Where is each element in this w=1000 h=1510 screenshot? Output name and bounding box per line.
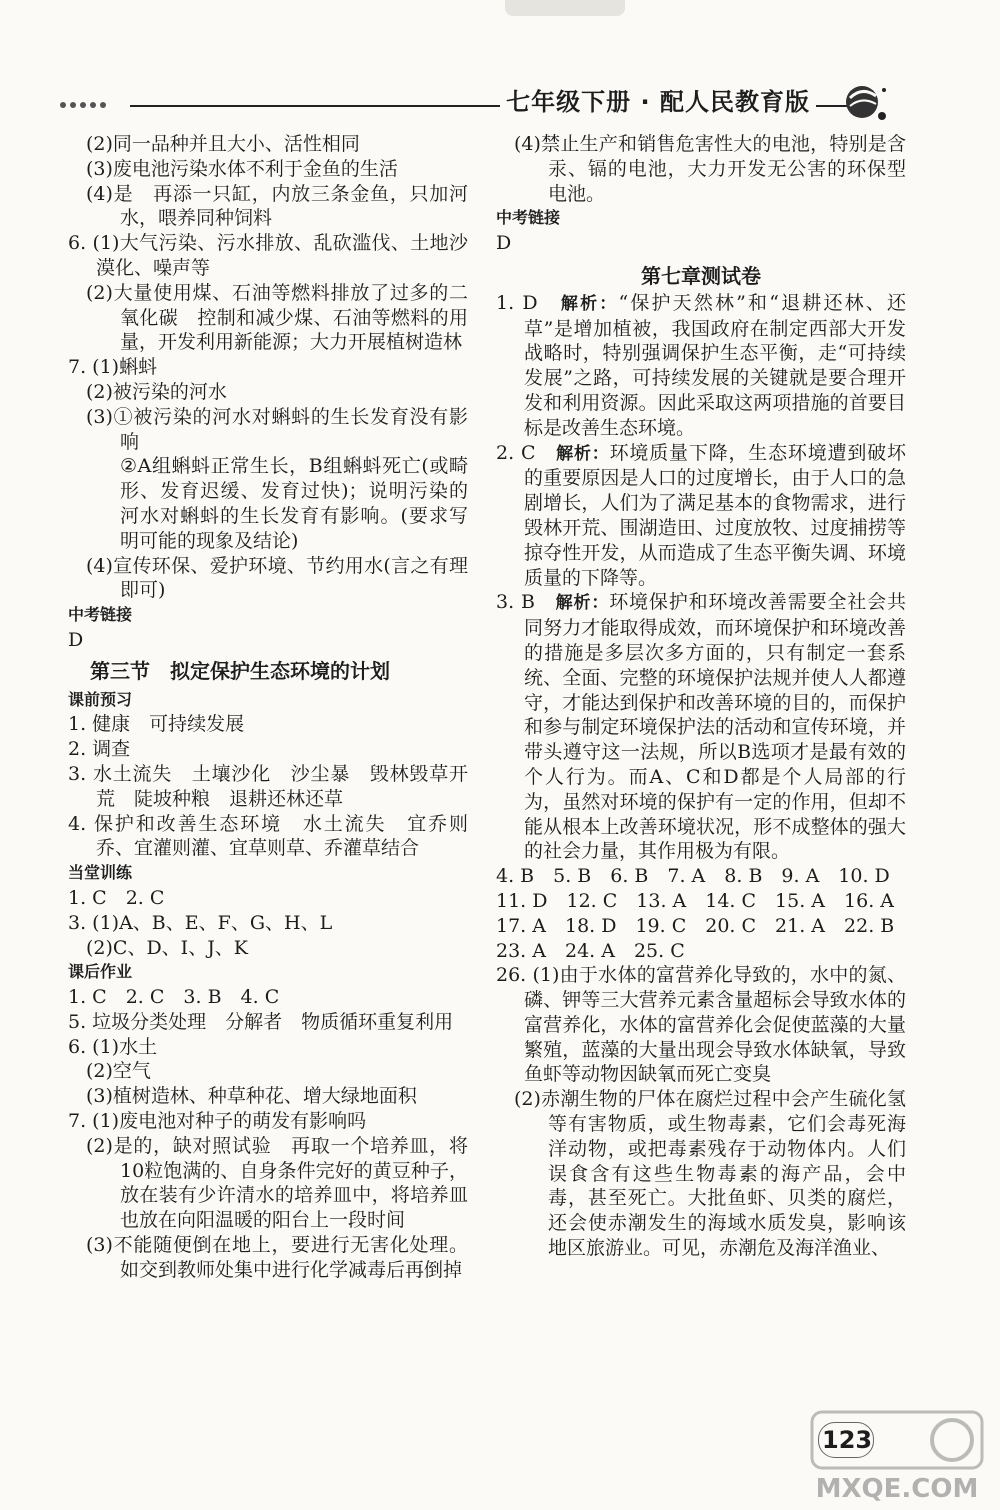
answer-line: 1. C 2. C <box>68 886 165 909</box>
answer-line: 26. (1)由于水体的富营养化导致的，水中的氮、磷、钾等三大营养元素含量超标会导致水体的富营养化，水体的富营养化会促使蓝藻的大量繁殖，蓝藻的大量出现会导致水体缺氧，导致鱼虾等动物因缺氧而死亡变臭 <box>496 964 906 1086</box>
preview-label: 课前预习 <box>68 689 133 709</box>
answer-line: 2. 调查 <box>68 738 131 761</box>
analysis-text: 环境保护和环境改善需要全社会共同努力才能取得成效，而环境保护和环境改善的措施是多层次多方面的，只有制定一套系统、全面、完整的环境保护法规并使人人都遵守，才能达到保护和改善环境的目的，而保护和参与制定环境保护法的活动和宣传环境，并带头遵守这一法规，所以B选项才是最有效的个人行为。而A、C和D都是个人局部的行为，虽然对环境的保护有一定的作用，但却不能从根本上改善环境状况，形不成整体的强大的社会力量，其作用极为有限。 <box>524 591 906 863</box>
zhongkao-answer: D <box>496 232 512 255</box>
answer-line: (3)不能随便倒在地上，要进行无害化处理。如交到教师处集中进行化学减毒后再倒掉 <box>86 1234 468 1281</box>
answer-line: (3)植树造林、种草种花、增大绿地面积 <box>86 1085 417 1108</box>
answer-line: 1. 健康 可持续发展 <box>68 713 245 736</box>
analysis-tag: 解析： <box>556 443 610 464</box>
answer-line: (2)是的，缺对照试验 再取一个培养皿，将10粒饱满的、自身条件完好的黄豆种子，放在装有少许清水的培养皿中，将培养皿也放在向阳温暖的阳台上一段时间 <box>86 1134 468 1232</box>
answer-line: (4)是 再添一只缸，内放三条金鱼，只加河水，喂养同种饲料 <box>86 182 468 230</box>
answer-choice: 1. D <box>496 291 538 314</box>
answer-line: 23. A 24. A 25. C <box>496 939 685 962</box>
header-title: 七年级下册 · 配人民教育版 <box>500 82 816 117</box>
answer-line: 1. C 2. C 3. B 4. C <box>68 986 280 1009</box>
watermark-text: MXQE.COM <box>815 1474 979 1504</box>
zhongkao-label: 中考链接 <box>496 208 561 228</box>
answer-line: ②A组蝌蚪正常生长，B组蝌蚪死亡(或畸形、发育迟缓、发育过快)；说明污染的河水对蝌蚪的生长发育有影响。(要求写明可能的现象及结论) <box>120 455 468 552</box>
watermark <box>802 1404 992 1504</box>
answer-line: (2)同一品种并且大小、活性相同 <box>86 133 360 155</box>
answer-line: (2)空气 <box>86 1060 151 1083</box>
zhongkao-label: 中考链接 <box>68 605 133 625</box>
section-title: 第三节 拟定保护生态环境的计划 <box>90 658 390 683</box>
answer-line: 3. (1)A、B、E、F、G、H、L <box>68 911 333 934</box>
answer-line: (4)宣传环保、爱护环境、节约用水(言之有理即可) <box>86 554 468 602</box>
page-header <box>60 78 940 118</box>
answer-line: 7. (1)废电池对种子的萌发有影响吗 <box>68 1110 367 1133</box>
answer-line: (3)①被污染的河水对蝌蚪的生长发育没有影响 <box>86 405 468 453</box>
answer-line: 6. (1)水土 <box>68 1035 158 1058</box>
answer-line: (4)禁止生产和销售危害性大的电池，特别是含汞、镉的电池，大力开发无公害的环保型电池。 <box>514 133 906 205</box>
left-column <box>68 132 468 1283</box>
answer-line: 3. 水土流失 土壤沙化 沙尘暴 毁林毁草开荒 陡坡种粮 退耕还林还草 <box>68 762 468 810</box>
analysis-text: “保护天然林”和“退耕还林、还草”是增加植被，我国政府在制定西部大开发战略时，特别强调保护生态平衡，走“可持续发展”之路，可持续发展的关键就是要合理开发和利用资源。因此采取这两项措施的首要目标是改善生态环境。 <box>524 291 906 439</box>
page-number: 123 <box>822 1426 873 1454</box>
answer-line: 4. 保护和改善生态环境 水土流失 宜乔则乔、宜灌则灌、宜草则草、乔灌草结合 <box>68 812 468 860</box>
answer-line: 6. (1)大气污染、污水排放、乱砍滥伐、土地沙漠化、噪声等 <box>68 232 468 279</box>
question-2 <box>496 441 906 591</box>
question-1 <box>496 291 906 441</box>
analysis-tag: 解析： <box>560 293 619 314</box>
class-training-label: 当堂训练 <box>68 863 133 883</box>
answer-line: (2)赤潮生物的尸体在腐烂过程中会产生硫化氢等有害物质，或生物毒素，它们会毒死海洋动物，或把毒素残存于动物体内。人们误食含有这些生物毒素的海产品，会中毒，甚至死亡。大批鱼虾、贝类的腐烂，还会使赤潮发生的海域水质发臭，影响该地区旅游业。可见，赤潮危及海洋渔业、 <box>514 1088 906 1260</box>
homework-label: 课后作业 <box>68 962 133 982</box>
header-dots <box>60 102 106 108</box>
answer-line: (2)C、D、I、J、K <box>86 936 249 959</box>
book-logo-icon <box>842 78 888 124</box>
answer-line: 4. B 5. B 6. B 7. A 8. B 9. A 10. D <box>496 865 890 888</box>
answer-line: (2)被污染的河水 <box>86 380 227 403</box>
answer-line: 11. D 12. C 13. A 14. C 15. A 16. A <box>496 889 895 912</box>
analysis-tag: 解析： <box>555 593 610 614</box>
chapter-test-title: 第七章测试卷 <box>641 263 761 288</box>
answer-choice: 3. B <box>496 591 535 614</box>
answer-line: 7. (1)蝌蚪 <box>68 356 158 379</box>
answer-line: 17. A 18. D 19. C 20. C 21. A 22. B <box>496 914 895 937</box>
watermark-logo-icon <box>802 1404 992 1474</box>
question-3 <box>496 590 906 864</box>
answer-choice: 2. C <box>496 441 536 464</box>
analysis-text: 环境质量下降，生态环境遭到破坏的重要原因是人口的过度增长，由于人口的急剧增长，人们为了满足基本的食物需求，进行毁林开荒、围湖造田、过度放牧、过度捕捞等掠夺性开发，从而造成了生态平衡失调、环境质量的下降等。 <box>524 441 906 589</box>
answer-line: (3)废电池污染水体不利于金鱼的生活 <box>86 157 398 180</box>
answer-line: 5. 垃圾分类处理 分解者 物质循环重复利用 <box>68 1010 454 1033</box>
answer-line: (2)大量使用煤、石油等燃料排放了过多的二氧化碳 控制和减少煤、石油等燃料的用量，开发利用新能源；大力开展植树造林 <box>86 281 468 354</box>
right-column <box>496 132 906 1261</box>
zhongkao-answer: D <box>68 628 84 651</box>
scan-smudge <box>505 0 625 16</box>
